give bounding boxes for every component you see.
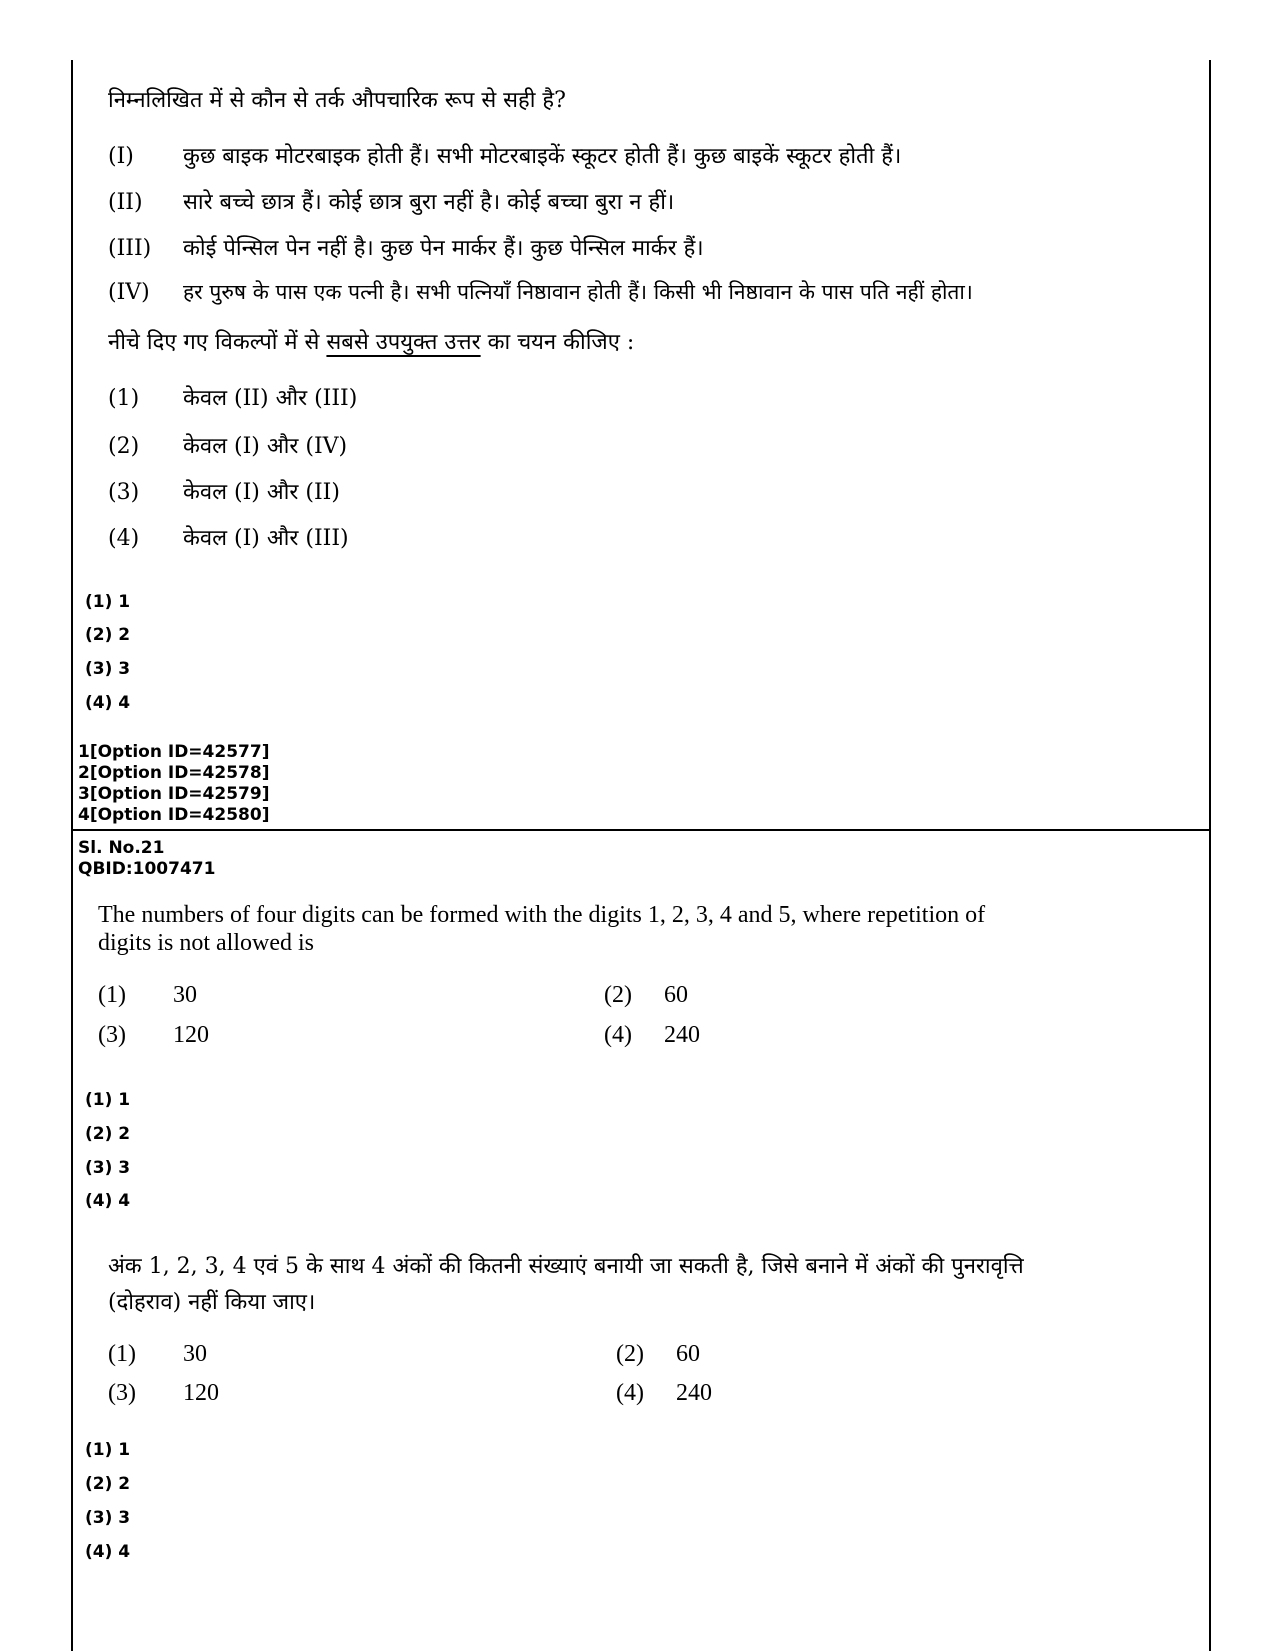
statement-text: हर पुरुष के पास एक पत्नी है। सभी पत्नियाँ निष्ठावान होती हैं। किसी भी निष्ठावान के पास पति नहीं होता। [183, 280, 973, 304]
answer-option [108, 476, 340, 506]
answer-option [108, 1380, 219, 1407]
answer-option [616, 1380, 712, 1407]
answer-option [616, 1341, 700, 1368]
qbid-label: QBID:1007471 [78, 859, 216, 879]
instruction-pre: नीचे दिए गए विकल्पों में से [108, 330, 327, 355]
option-number: (4) [616, 1380, 644, 1406]
statement-text: कुछ बाइक मोटरबाइक होती हैं। सभी मोटरबाइकें स्कूटर होती हैं। कुछ बाइकें स्कूटर होती हैं। [183, 144, 902, 169]
option-number: (1) [108, 386, 140, 411]
option-id: 2[Option ID=42578] [78, 763, 270, 783]
answer-option [98, 982, 197, 1009]
statement-number: (IV) [108, 280, 150, 305]
choice-item: (3) 3 [85, 1158, 131, 1178]
option-number: (4) [108, 526, 140, 551]
question-text: निम्नलिखित में से कौन से तर्क औपचारिक रूप से सही है? [108, 88, 566, 113]
right-border [1209, 60, 1211, 1651]
option-id: 4[Option ID=42580] [78, 805, 270, 825]
choice-item: (2) 2 [85, 1474, 131, 1494]
choice-item: (4) 4 [85, 1542, 131, 1562]
option-text: केवल (I) और (III) [183, 526, 349, 551]
question-text-hi-cont: (दोहराव) नहीं किया जाए। [108, 1290, 316, 1315]
statement-row [108, 278, 973, 306]
statement-text: सारे बच्चे छात्र हैं। कोई छात्र बुरा नहीं है। कोई बच्चा बुरा न हीं। [183, 190, 675, 215]
answer-option [108, 430, 347, 460]
instruction-underlined: सबसे उपयुक्त उत्तर [326, 330, 481, 355]
option-text: 60 [676, 1341, 700, 1367]
statement-text: कोई पेन्सिल पेन नहीं है। कुछ पेन मार्कर हैं। कुछ पेन्सिल मार्कर हैं। [183, 236, 704, 261]
statement-number: (I) [108, 144, 134, 169]
option-id: 3[Option ID=42579] [78, 784, 270, 804]
option-text: केवल (I) और (IV) [183, 434, 348, 459]
instruction-text [108, 326, 634, 356]
statement-row [108, 140, 901, 170]
option-number: (2) [604, 982, 632, 1008]
option-text: 120 [183, 1380, 219, 1406]
answer-option [604, 1022, 700, 1049]
answer-option [98, 1022, 209, 1049]
option-text: 30 [173, 982, 197, 1008]
choice-item: (1) 1 [85, 1440, 131, 1460]
answer-option [604, 982, 688, 1009]
choice-item: (4) 4 [85, 693, 131, 713]
answer-option [108, 522, 349, 552]
option-number: (2) [108, 434, 140, 459]
choice-item: (2) 2 [85, 1124, 131, 1144]
option-text: केवल (II) और (III) [183, 386, 358, 411]
choice-item: (1) 1 [85, 1090, 131, 1110]
statement-number: (III) [108, 236, 152, 261]
left-border [71, 60, 73, 1651]
choice-item: (3) 3 [85, 1508, 131, 1528]
option-text: 240 [664, 1022, 700, 1048]
option-number: (3) [98, 1022, 126, 1048]
question-text-en: The numbers of four digits can be formed with the digits 1, 2, 3, 4 and 5, where repetition of [98, 902, 986, 928]
option-text: 60 [664, 982, 688, 1008]
question-text-en-cont: digits is not allowed is [98, 930, 314, 956]
option-number: (1) [98, 982, 126, 1008]
option-text: 240 [676, 1380, 712, 1406]
option-id: 1[Option ID=42577] [78, 742, 270, 762]
option-number: (3) [108, 1380, 136, 1406]
instruction-post: का चयन कीजिए : [480, 330, 635, 355]
statement-row [108, 232, 704, 262]
option-number: (4) [604, 1022, 632, 1048]
answer-option [108, 1341, 207, 1368]
statement-row [108, 186, 674, 216]
choice-item: (4) 4 [85, 1191, 131, 1211]
serial-number: Sl. No.21 [78, 838, 165, 858]
option-text: केवल (I) और (II) [183, 480, 340, 505]
option-number: (1) [108, 1341, 136, 1367]
question-text-hi: अंक 1, 2, 3, 4 एवं 5 के साथ 4 अंकों की कितनी संख्याएं बनायी जा सकती है, जिसे बनाने में अंकों की पुनरावृत्ति [108, 1254, 1024, 1279]
choice-item: (1) 1 [85, 592, 131, 612]
choice-item: (2) 2 [85, 625, 131, 645]
statement-number: (II) [108, 190, 143, 215]
option-text: 120 [173, 1022, 209, 1048]
answer-option [108, 382, 357, 412]
option-text: 30 [183, 1341, 207, 1367]
option-number: (3) [108, 480, 140, 505]
choice-item: (3) 3 [85, 659, 131, 679]
question-divider [71, 829, 1211, 831]
option-number: (2) [616, 1341, 644, 1367]
